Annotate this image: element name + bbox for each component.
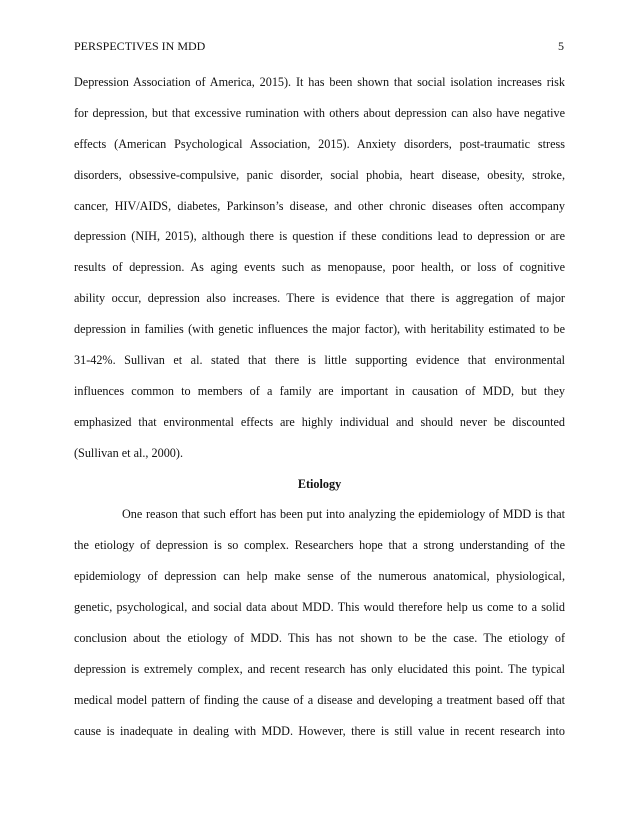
- body-text: [74, 74, 565, 754]
- paragraph-1: [74, 74, 565, 476]
- section-heading-etiology: Etiology: [297, 476, 342, 491]
- page-number: 5: [558, 39, 564, 53]
- paragraph-2: [74, 506, 565, 753]
- text-line: influences common to members of a family are important in causation of MDD, but they: [74, 383, 565, 398]
- text-line: depression is extremely complex, and recent research has only elucidated this point. The typical: [74, 661, 565, 676]
- text-line: 31-42%. Sullivan et al. stated that there is little supporting evidence that environmental: [74, 353, 565, 368]
- text-line: effects (American Psychological Association, 2015). Anxiety disorders, post-traumatic stress: [74, 136, 565, 151]
- text-line: cause is inadequate in dealing with MDD. However, there is still value in recent research into: [74, 723, 565, 738]
- text-line: Depression Association of America, 2015). It has been shown that social isolation increases risk: [74, 75, 565, 89]
- text-line: the etiology of depression is so complex. Researchers hope that a strong understanding of the: [74, 538, 565, 553]
- text-line: One reason that such effort has been put into analyzing the epidemiology of MDD is that: [122, 507, 565, 522]
- text-line: cancer, HIV/AIDS, diabetes, Parkinson’s disease, and other chronic diseases often accompany: [74, 198, 565, 213]
- running-head: [74, 38, 564, 54]
- running-head-title: PERSPECTIVES IN MDD: [74, 39, 206, 53]
- text-line: genetic, psychological, and social data about MDD. This would therefore help us come to a solid: [74, 600, 565, 615]
- text-line: for depression, but that excessive rumination with others about depression can also have negative: [74, 105, 565, 120]
- text-line: disorders, obsessive-compulsive, panic disorder, social phobia, heart disease, obesity, stroke,: [74, 167, 565, 182]
- text-line: medical model pattern of finding the cause of a disease and developing a treatment based off that: [74, 692, 565, 707]
- text-line: emphasized that environmental effects are highly individual and should never be discounted: [74, 414, 565, 429]
- text-line: (Sullivan et al., 2000).: [74, 445, 183, 460]
- text-line: ability occur, depression also increases. There is evidence that there is aggregation of major: [74, 291, 565, 306]
- text-line: depression in families (with genetic influences the major factor), with heritability estimated to be: [74, 322, 565, 337]
- text-line: epidemiology of depression can help make sense of the numerous anatomical, physiological,: [74, 569, 565, 584]
- text-line: conclusion about the etiology of MDD. This has not shown to be the case. The etiology of: [74, 631, 565, 646]
- text-line: depression (NIH, 2015), although there is question if these conditions lead to depression or are: [74, 229, 565, 244]
- text-line: results of depression. As aging events such as menopause, poor health, or loss of cognitive: [74, 260, 565, 275]
